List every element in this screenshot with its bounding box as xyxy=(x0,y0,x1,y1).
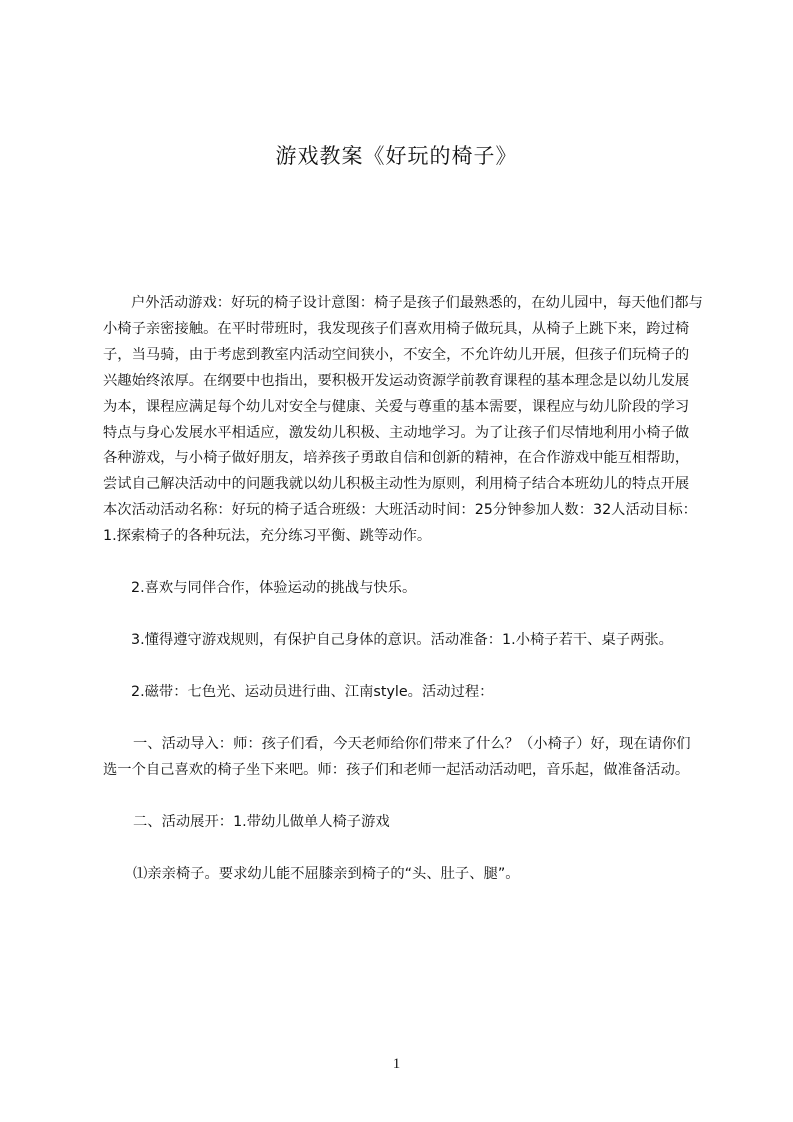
paragraph-goal-2: 2.喜欢与同伴合作，体验运动的挑战与快乐。 xyxy=(131,580,417,597)
paragraph-introduction: 一、活动导入：师：孩子们看，今天老师给你们带来了什么？（小椅子）好，现在请你们选一个自己喜欢的椅子坐下来吧。师：孩子们和老师一起活动活动吧，音乐起，做准备活动。 xyxy=(103,735,691,778)
paragraph-goal-3: 3.懂得遵守游戏规则，有保护自己身体的意识。活动准备：1.小椅子若干、桌子两张。 xyxy=(131,631,673,648)
paragraph-design-intent: 户外活动游戏：好玩的椅子设计意图：椅子是孩子们最熟悉的，在幼儿园中，每天他们都与小椅子亲密接触。在平时带班时，我发现孩子们喜欢用椅子做玩具，从椅子上跳下来，跨过椅子，当马骑，由于考虑到教室内活动空间狭小，不安全，不允许幼儿开展，但孩子们玩椅子的兴趣始终浓厚。在纲要中也指出，要积极开发运动资源学前教育课程的基本理念是以幼儿发展为本，课程应满足每个幼儿对安全与健康、关爱与尊重的基本需要，课程应与幼儿阶段的学习特点与身心发展水平相适应，激发幼儿积极、主动地学习。为了让孩子们尽情地利用小椅子做各种游戏，与小椅子做好朋友，培养孩子勇敢自信和创新的精神，在合作游戏中能互相帮助，尝试自己解决活动中的问题我就以幼儿积极主动性为原则，利用椅子结合本班幼儿的特点开展本次活动活动名称：好玩的椅子适合班级：大班活动时间：25分钟参加人数：32人活动目标：1.探索椅子的各种玩法，充分练习平衡、跳等动作。 xyxy=(103,295,703,545)
document-title: 游戏教案《好玩的椅子》 xyxy=(275,144,518,168)
document-body xyxy=(103,291,703,887)
paragraph-activity: 二、活动展开：1.带幼儿做单人椅子游戏 xyxy=(133,813,390,830)
paragraph-kiss-chair: ⑴亲亲椅子。要求幼儿能不屈膝亲到椅子的“头、肚子、腿”。 xyxy=(133,865,520,882)
paragraph-materials: 2.磁带：七色光、运动员进行曲、江南style。活动过程： xyxy=(131,683,494,700)
page-number: 1 xyxy=(392,1056,401,1072)
